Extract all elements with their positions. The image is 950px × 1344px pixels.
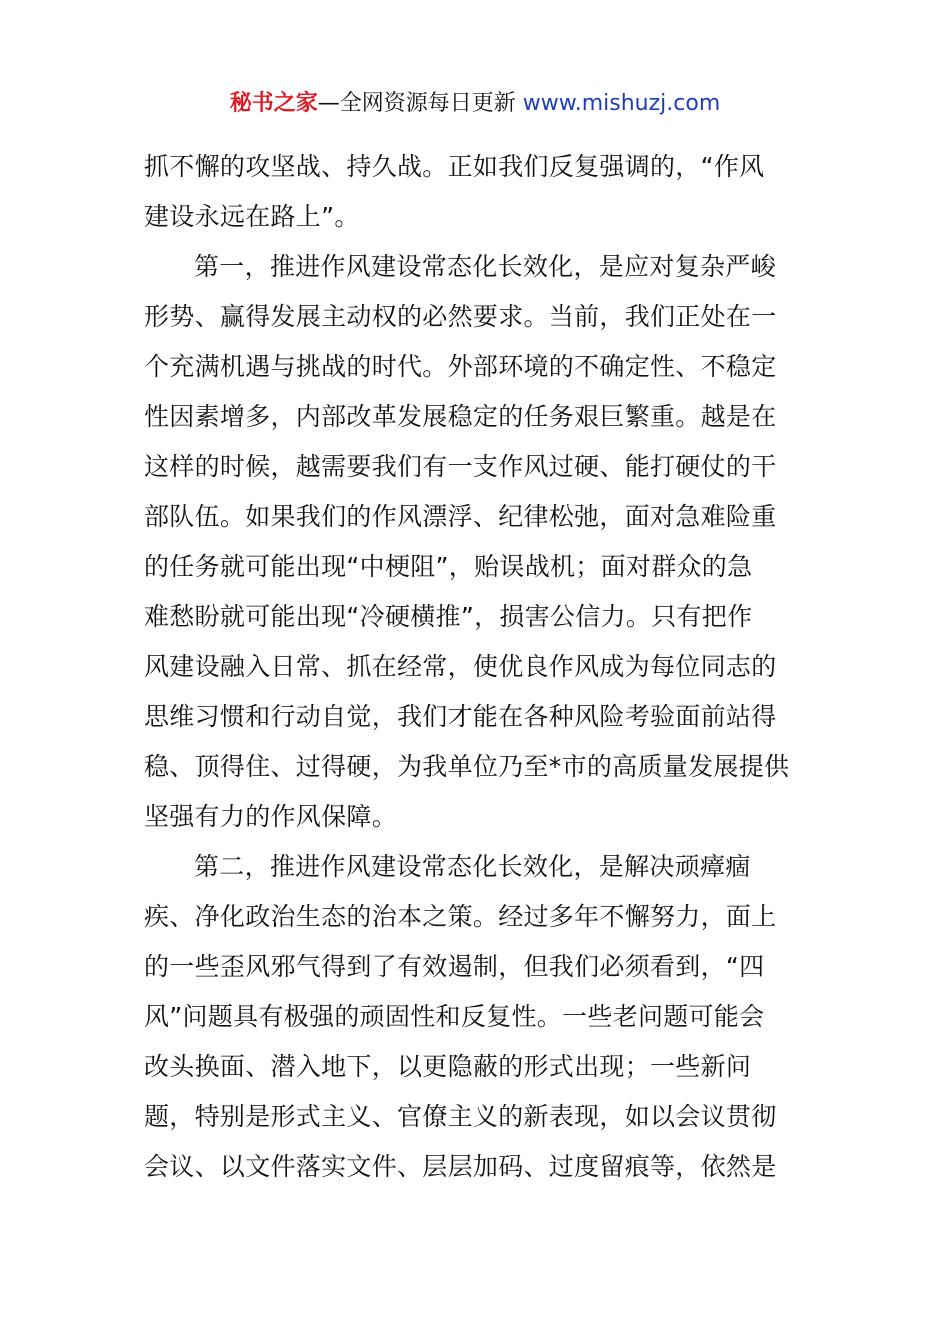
text-line: 的任务就可能出现“中梗阻”，贻误战机；面对群众的急 bbox=[144, 552, 753, 581]
text-line: 建设永远在路上”。 bbox=[144, 202, 360, 231]
site-url-link[interactable]: www.mishuzj.com bbox=[522, 91, 721, 116]
text-line: 的一些歪风邪气得到了有效遏制，但我们必须看到，“四 bbox=[144, 952, 765, 981]
text-line: 疾、净化政治生态的治本之策。经过多年不懈努力，面上 bbox=[144, 902, 777, 931]
text-line: 形势、赢得发展主动权的必然要求。当前，我们正处在一 bbox=[144, 302, 777, 331]
text-line: 抓不懈的攻坚战、持久战。正如我们反复强调的，“作风 bbox=[144, 152, 765, 181]
text-line: 风建设融入日常、抓在经常，使优良作风成为每位同志的 bbox=[144, 652, 777, 681]
text-line: 稳、顶得住、过得硬，为我单位乃至*市的高质量发展提供 bbox=[144, 752, 790, 781]
text-line: 部队伍。如果我们的作风漂浮、纪律松弛，面对急难险重 bbox=[144, 502, 777, 531]
text-line: 思维习惯和行动自觉，我们才能在各种风险考验面前站得 bbox=[144, 702, 777, 731]
site-brand: 秘书之家 bbox=[229, 91, 318, 116]
site-tagline: —全网资源每日更新 bbox=[317, 91, 523, 116]
site-header bbox=[0, 86, 950, 122]
text-line: 会议、以文件落实文件、层层加码、过度留痕等，依然是 bbox=[144, 1152, 777, 1181]
text-line: 风”问题具有极强的顽固性和反复性。一些老问题可能会 bbox=[144, 1002, 765, 1031]
text-line: 坚强有力的作风保障。 bbox=[144, 802, 398, 831]
text-line: 难愁盼就可能出现“冷硬横推”，损害公信力。只有把作 bbox=[144, 602, 753, 631]
text-line: 这样的时候，越需要我们有一支作风过硬、能打硬仗的干 bbox=[144, 452, 777, 481]
document-body bbox=[144, 142, 808, 1192]
text-line: 改头换面、潜入地下，以更隐蔽的形式出现；一些新问 bbox=[144, 1052, 752, 1081]
paragraph-first-line: 第二，推进作风建设常态化长效化，是解决顽瘴痼 bbox=[194, 852, 751, 881]
paragraph-first-line: 第一，推进作风建设常态化长效化，是应对复杂严峻 bbox=[194, 252, 776, 281]
text-line: 个充满机遇与挑战的时代。外部环境的不确定性、不稳定 bbox=[144, 352, 777, 381]
text-line: 题，特别是形式主义、官僚主义的新表现，如以会议贯彻 bbox=[144, 1102, 777, 1131]
text-line: 性因素增多，内部改革发展稳定的任务艰巨繁重。越是在 bbox=[144, 402, 777, 431]
